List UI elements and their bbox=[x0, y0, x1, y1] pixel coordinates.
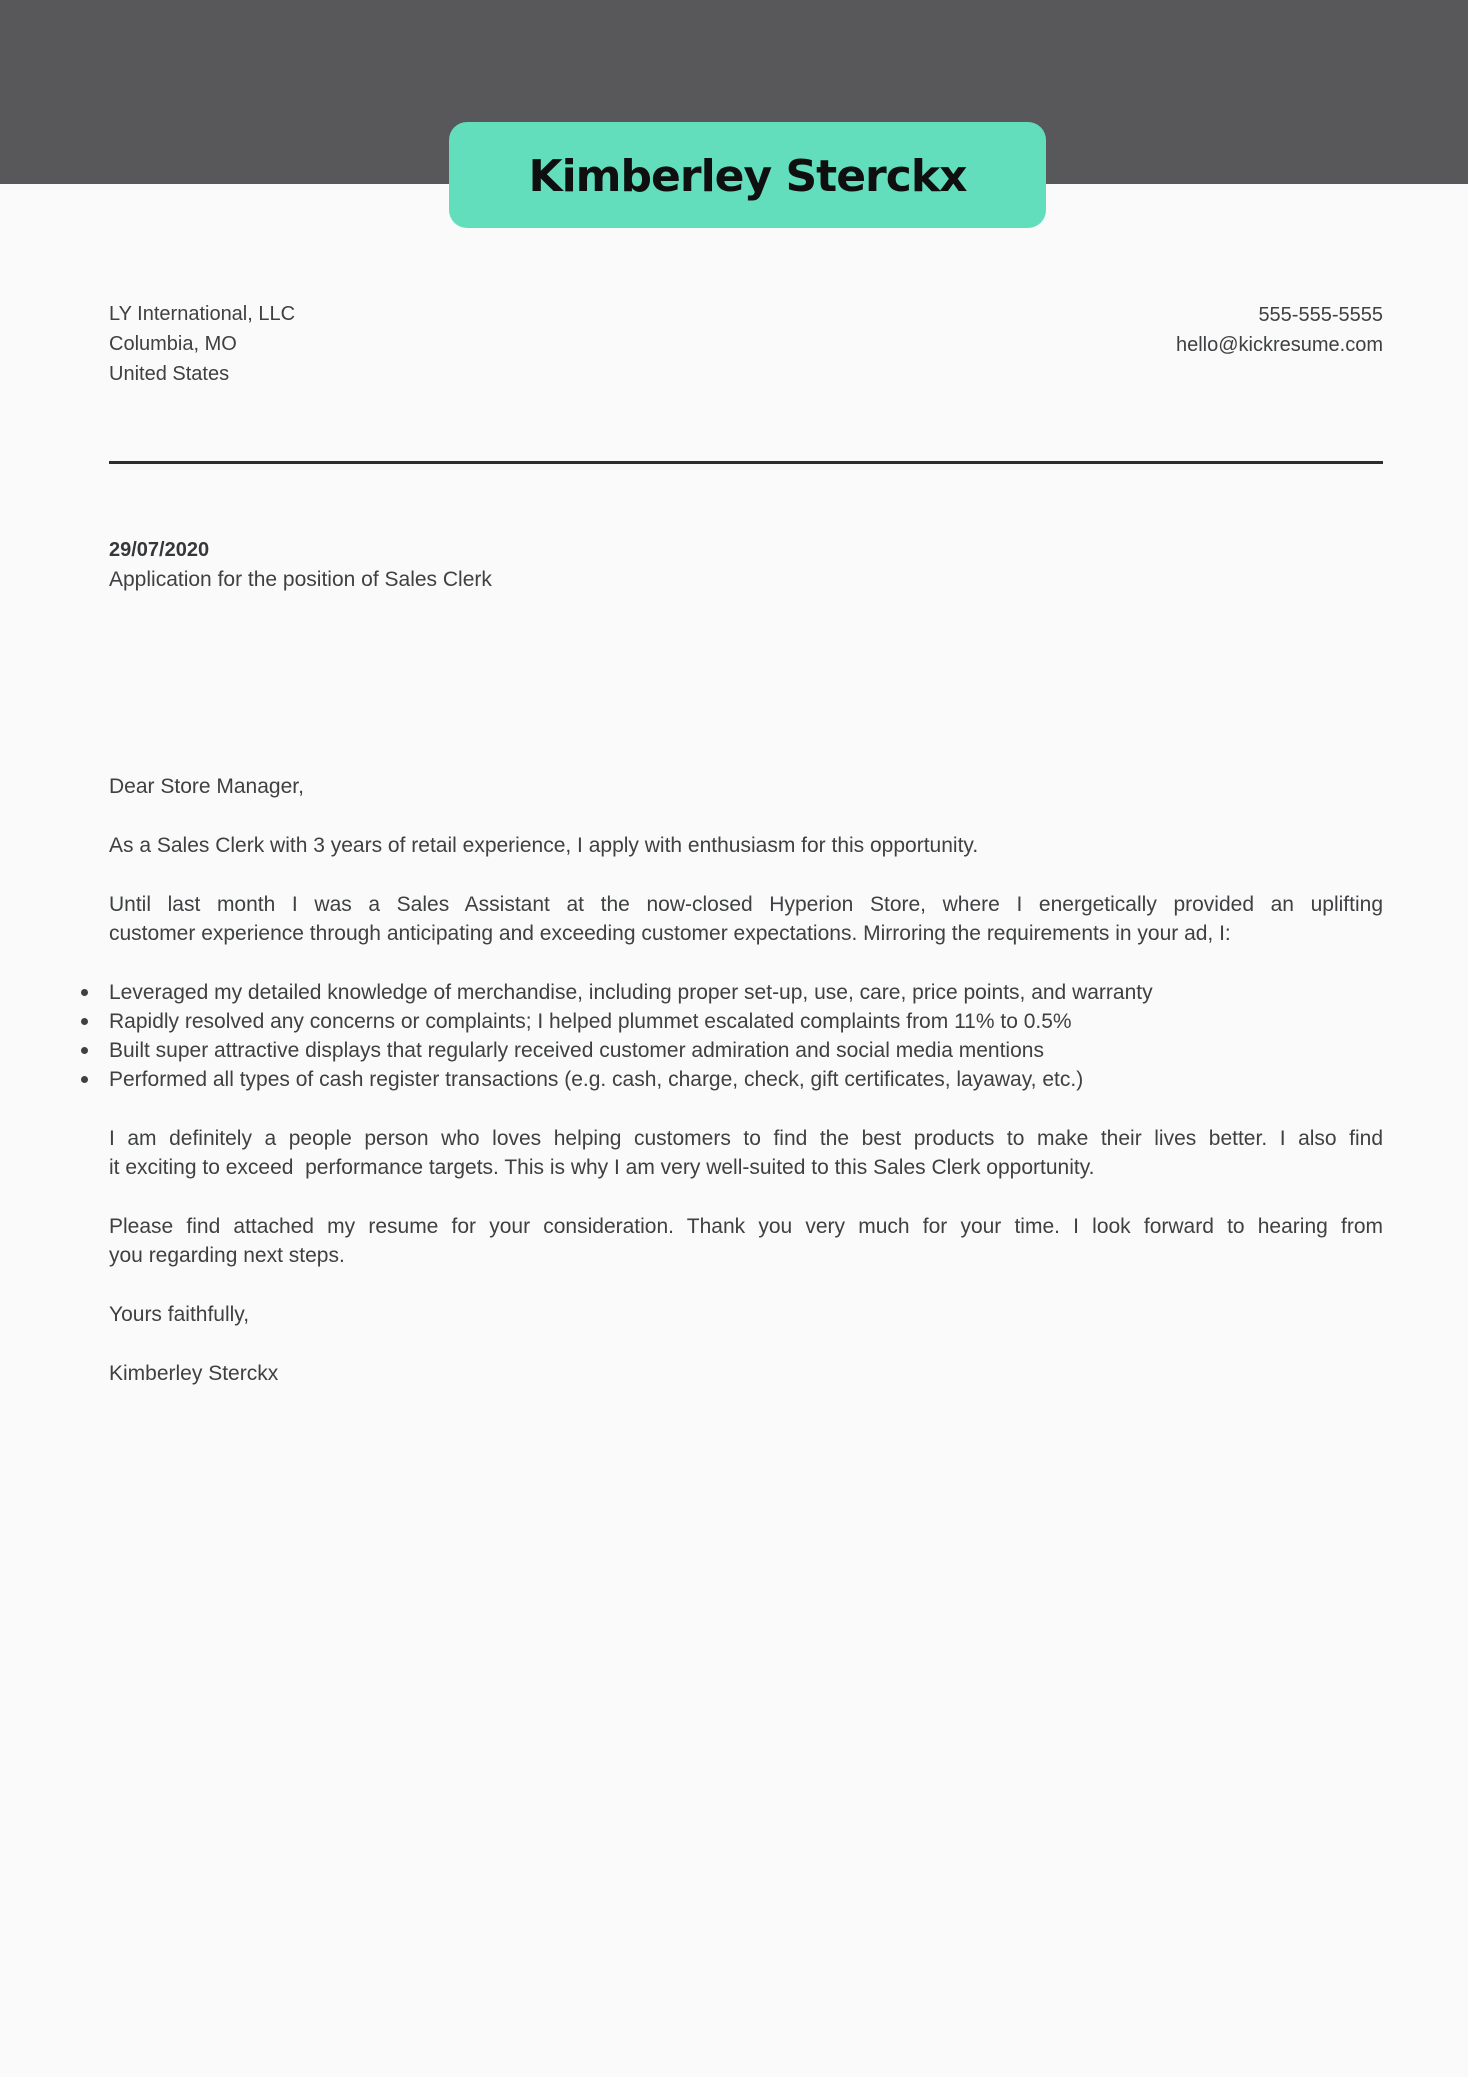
recipient-address-block bbox=[109, 299, 295, 389]
signoff-line: Yours faithfully, bbox=[109, 1303, 250, 1326]
intro-line: As a Sales Clerk with 3 years of retail experience, I apply with enthusiasm for this opportunity. bbox=[109, 834, 979, 857]
fit-line-2: it exciting to exceed performance targets. This is why I am very well-suited to this Sales Clerk opportunity. bbox=[109, 1156, 1095, 1179]
list-item: Leveraged my detailed knowledge of merchandise, including proper set-up, use, care, price points, and warranty bbox=[109, 978, 1383, 1007]
contact-phone: 555-555-5555 bbox=[1258, 304, 1383, 326]
applicant-name: Kimberley Sterckx bbox=[528, 150, 967, 202]
background-line-2: customer experience through anticipating and exceeding customer expectations. Mirroring the requirements in your ad, I: bbox=[109, 922, 1231, 945]
subject-block bbox=[109, 536, 492, 594]
recipient-country: United States bbox=[109, 363, 230, 385]
contact-block bbox=[1176, 300, 1383, 360]
list-item: Rapidly resolved any concerns or complaints; I helped plummet escalated complaints from 11% to 0.5% bbox=[109, 1007, 1383, 1036]
fit-paragraph bbox=[109, 1124, 1383, 1182]
signature bbox=[109, 1359, 1383, 1388]
letter-date: 29/07/2020 bbox=[109, 539, 210, 561]
recipient-company: LY International, LLC bbox=[109, 303, 296, 325]
achievements-list bbox=[109, 978, 1383, 1094]
list-item: Built super attractive displays that regularly received customer admiration and social media mentions bbox=[109, 1036, 1383, 1065]
closing-line-2: you regarding next steps. bbox=[109, 1244, 345, 1267]
closing-paragraph bbox=[109, 1212, 1383, 1270]
letter-subject: Application for the position of Sales Clerk bbox=[109, 568, 492, 591]
salutation-line: Dear Store Manager, bbox=[109, 775, 304, 798]
background-line-1: Until last month I was a Sales Assistant at the now-closed Hyperion Store, where I energetically provided an uplifting bbox=[109, 893, 1383, 916]
fit-line-1: I am definitely a people person who loves helping customers to find the best products to make their lives better. I also find bbox=[109, 1127, 1383, 1150]
closing-line-1: Please find attached my resume for your consideration. Thank you very much for your time. I look forward to hearing from bbox=[109, 1215, 1383, 1238]
name-plate bbox=[449, 122, 1046, 228]
list-item: Performed all types of cash register transactions (e.g. cash, charge, check, gift certificates, layaway, etc.) bbox=[109, 1065, 1383, 1094]
signature-line: Kimberley Sterckx bbox=[109, 1362, 279, 1385]
signoff bbox=[109, 1300, 1383, 1329]
divider-line bbox=[109, 461, 1383, 464]
salutation bbox=[109, 772, 1383, 801]
letter-body bbox=[109, 772, 1383, 1388]
recipient-city: Columbia, MO bbox=[109, 333, 237, 355]
contact-email: hello@kickresume.com bbox=[1175, 334, 1383, 356]
intro-paragraph bbox=[109, 831, 1383, 860]
background-paragraph bbox=[109, 890, 1383, 948]
